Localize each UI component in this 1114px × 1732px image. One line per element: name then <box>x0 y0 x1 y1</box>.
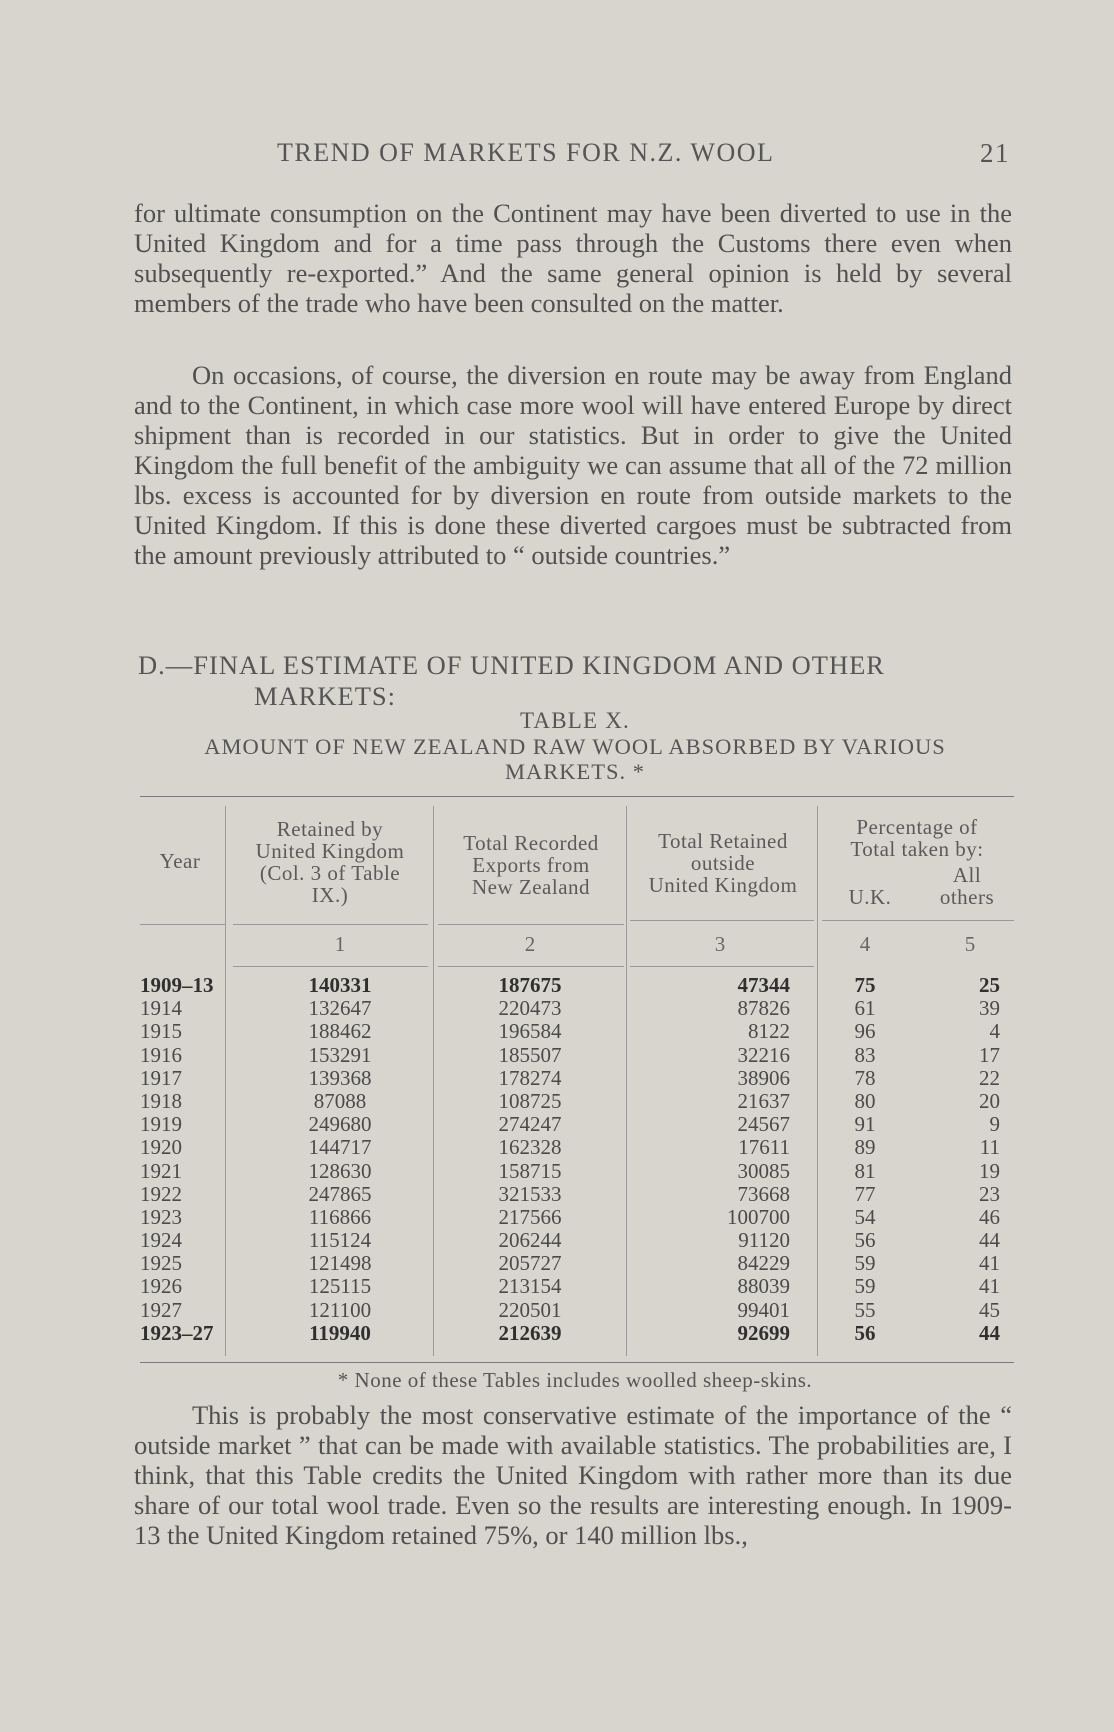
header-col1-line: United Kingdom <box>255 839 405 863</box>
total-exports-cell: 196584 <box>498 1019 562 1044</box>
table-row <box>140 974 1014 997</box>
header-rule <box>233 924 428 925</box>
retained-uk-cell: 153291 <box>308 1042 372 1067</box>
pct-others-cell: 9 <box>989 1112 1000 1137</box>
header-col45-line: Percentage of <box>856 815 978 839</box>
pct-others-cell: 45 <box>979 1297 1000 1322</box>
retained-uk-cell: 249680 <box>308 1112 372 1137</box>
table-row <box>140 1090 1014 1113</box>
header-col3-line: Total Retained <box>658 829 788 853</box>
table-row <box>140 1044 1014 1067</box>
header-rule <box>140 924 225 925</box>
total-exports-cell: 212639 <box>498 1320 562 1345</box>
year-cell: 1927 <box>140 1297 182 1322</box>
pct-others-cell: 44 <box>979 1320 1000 1345</box>
total-exports-cell: 220501 <box>498 1297 562 1322</box>
pct-others-cell: 19 <box>979 1158 1000 1183</box>
pct-uk-cell: 61 <box>854 996 876 1021</box>
table-row <box>140 1275 1014 1298</box>
total-exports-cell: 206244 <box>498 1228 562 1253</box>
table-caption <box>136 734 1014 784</box>
header-col45-line: Total taken by: <box>850 837 984 861</box>
running-title: TREND OF MARKETS FOR N.Z. WOOL <box>277 138 775 167</box>
retained-outside-cell: 88039 <box>737 1274 790 1299</box>
pct-others-cell: 22 <box>979 1065 1000 1090</box>
header-col4: U.K. <box>848 885 892 909</box>
header-col5-line: All <box>952 863 982 887</box>
total-exports-cell: 158715 <box>498 1158 562 1183</box>
retained-uk-cell: 139368 <box>308 1065 372 1090</box>
header-col1-line: (Col. 3 of Table <box>259 861 401 885</box>
header-year: Year <box>159 849 201 873</box>
year-cell: 1915 <box>140 1019 182 1044</box>
pct-others-cell: 17 <box>979 1042 1000 1067</box>
table-footnote: * None of these Tables includes woolled sheep-skins. <box>337 1368 813 1392</box>
total-exports-cell: 205727 <box>498 1251 562 1276</box>
header-col5-line: others <box>939 885 995 909</box>
pct-uk-cell: 55 <box>854 1297 876 1322</box>
retained-outside-cell: 24567 <box>737 1112 790 1137</box>
total-exports-cell: 321533 <box>498 1181 562 1206</box>
header-col5 <box>920 864 1014 908</box>
retained-outside-cell: 92699 <box>737 1320 790 1345</box>
table-row <box>140 1252 1014 1275</box>
table-row <box>140 1160 1014 1183</box>
pct-uk-cell: 81 <box>854 1158 876 1183</box>
year-cell: 1924 <box>140 1228 182 1253</box>
header-col2-line: Total Recorded <box>463 831 599 855</box>
retained-outside-cell: 47344 <box>737 973 790 997</box>
retained-outside-cell: 38906 <box>737 1065 790 1090</box>
pct-uk-cell: 96 <box>854 1019 876 1044</box>
retained-outside-cell: 21637 <box>737 1088 790 1113</box>
header-col1-line: Retained by <box>276 817 384 841</box>
body-paragraph-1: for ultimate consumption on the Continent may have been diverted to use in the United Kingdom and for a time pass through the Customs there even when subsequently re-exported.” And the same general opinion is held by several members of the trade who have been consulted on the matter. <box>134 198 1012 318</box>
header-col1 <box>230 818 430 906</box>
year-cell: 1926 <box>140 1274 182 1299</box>
pct-others-cell: 44 <box>979 1228 1000 1253</box>
column-number: 1 <box>334 932 346 956</box>
header-col2 <box>436 832 626 898</box>
retained-uk-cell: 128630 <box>308 1158 372 1183</box>
section-heading-line2: MARKETS: <box>254 681 396 711</box>
retained-uk-cell: 121498 <box>308 1251 372 1276</box>
section-heading <box>138 650 1012 712</box>
retained-outside-cell: 91120 <box>738 1228 790 1253</box>
retained-uk-cell: 116866 <box>308 1204 372 1229</box>
pct-others-cell: 20 <box>979 1088 1000 1113</box>
column-number: 5 <box>964 932 976 956</box>
year-cell: 1923–27 <box>140 1320 214 1345</box>
retained-uk-cell: 125115 <box>308 1274 372 1299</box>
retained-uk-cell: 119940 <box>309 1320 371 1345</box>
column-number: 2 <box>524 932 536 956</box>
total-exports-cell: 162328 <box>498 1135 562 1160</box>
pct-others-cell: 39 <box>979 996 1000 1021</box>
total-exports-cell: 108725 <box>498 1088 562 1113</box>
header-col1-line: IX.) <box>311 883 349 907</box>
header-rule <box>822 920 1014 921</box>
year-cell: 1925 <box>140 1251 182 1276</box>
pct-others-cell: 4 <box>989 1019 1000 1044</box>
table-row <box>140 1299 1014 1322</box>
pct-uk-cell: 83 <box>854 1042 876 1067</box>
year-cell: 1918 <box>140 1088 182 1113</box>
colnum-rule <box>233 966 428 967</box>
retained-outside-cell: 84229 <box>737 1251 790 1276</box>
header-rule <box>438 924 624 925</box>
table-row <box>140 1136 1014 1159</box>
retained-outside-cell: 8122 <box>748 1019 790 1044</box>
data-table <box>140 796 1014 1366</box>
retained-uk-cell: 121100 <box>308 1297 372 1322</box>
retained-uk-cell: 132647 <box>308 996 372 1021</box>
retained-uk-cell: 144717 <box>308 1135 372 1160</box>
pct-uk-cell: 77 <box>854 1181 876 1206</box>
pct-uk-cell: 59 <box>854 1251 876 1276</box>
table-bottom-rule <box>140 1362 1014 1363</box>
pct-uk-cell: 78 <box>854 1065 876 1090</box>
table-row <box>140 1183 1014 1206</box>
pct-others-cell: 11 <box>979 1135 1000 1160</box>
year-cell: 1916 <box>140 1042 182 1067</box>
table-row <box>140 1113 1014 1136</box>
header-col45 <box>820 816 1014 860</box>
page-number: 21 <box>980 138 1010 168</box>
year-cell: 1914 <box>140 996 182 1021</box>
header-col3 <box>628 830 818 896</box>
retained-uk-cell: 87088 <box>313 1088 367 1113</box>
table-caption-line2: MARKETS. * <box>504 759 645 784</box>
body-paragraph-2: On occasions, of course, the diversion en route may be away from England and to the Continent, in which case more wool will have entered Europe by direct shipment than is recorded in our statistics. But in order to give the United Kingdom the full benefit of the ambiguity we can assume that all of the 72 million lbs. excess is accounted for by diversion en route from outside markets to the United Kingdom. If this is done these diverted cargoes must be subtracted from the amount previously attributed to “ outside countries.” <box>134 360 1012 570</box>
pct-others-cell: 25 <box>979 973 1000 997</box>
year-cell: 1917 <box>140 1065 182 1090</box>
total-exports-cell: 178274 <box>498 1065 562 1090</box>
header-col2-line: New Zealand <box>471 875 591 899</box>
table-row <box>140 1229 1014 1252</box>
header-rule <box>630 920 814 921</box>
pct-uk-cell: 54 <box>854 1204 876 1229</box>
retained-uk-cell: 247865 <box>308 1181 372 1206</box>
pct-uk-cell: 75 <box>854 973 876 997</box>
pct-uk-cell: 91 <box>854 1112 876 1137</box>
header-col3-line: outside <box>690 851 756 875</box>
retained-outside-cell: 32216 <box>737 1042 790 1067</box>
retained-outside-cell: 99401 <box>737 1297 790 1322</box>
column-number: 4 <box>859 932 871 956</box>
total-exports-cell: 274247 <box>498 1112 562 1137</box>
pct-others-cell: 41 <box>979 1251 1000 1276</box>
total-exports-cell: 217566 <box>498 1204 562 1229</box>
retained-outside-cell: 87826 <box>737 996 790 1021</box>
year-cell: 1919 <box>140 1112 182 1137</box>
year-cell: 1920 <box>140 1135 182 1160</box>
table-row <box>140 1020 1014 1043</box>
year-cell: 1922 <box>140 1181 182 1206</box>
pct-others-cell: 41 <box>979 1274 1000 1299</box>
colnum-rule <box>630 966 814 967</box>
table-caption-line1: AMOUNT OF NEW ZEALAND RAW WOOL ABSORBED BY VARIOUS <box>204 734 946 759</box>
year-cell: 1923 <box>140 1204 182 1229</box>
pct-uk-cell: 80 <box>854 1088 876 1113</box>
section-heading-line1: D.—FINAL ESTIMATE OF UNITED KINGDOM AND OTHER <box>138 650 885 680</box>
pct-others-cell: 23 <box>979 1181 1000 1206</box>
year-cell: 1921 <box>140 1158 182 1183</box>
retained-outside-cell: 17611 <box>738 1135 790 1160</box>
retained-outside-cell: 73668 <box>737 1181 790 1206</box>
closing-paragraph: This is probably the most conservative estimate of the importance of the “ outside market ” that can be made with available statistics. The probabilities are, I think, that this Table credits the United Kingdom with rather more than its due share of our total wool trade. Even so the results are interesting enough. In 1909-13 the United Kingdom retained 75%, or 140 million lbs., <box>134 1400 1012 1550</box>
year-cell: 1909–13 <box>140 973 214 997</box>
table-body <box>140 974 1014 1345</box>
header-col3-line: United Kingdom <box>648 873 798 897</box>
retained-outside-cell: 30085 <box>737 1158 790 1183</box>
pct-uk-cell: 59 <box>854 1274 876 1299</box>
retained-outside-cell: 100700 <box>727 1204 790 1229</box>
pct-uk-cell: 89 <box>854 1135 876 1160</box>
total-exports-cell: 220473 <box>498 996 562 1021</box>
total-exports-cell: 213154 <box>498 1274 562 1299</box>
table-row <box>140 1067 1014 1090</box>
retained-uk-cell: 188462 <box>308 1019 372 1044</box>
total-exports-cell: 185507 <box>498 1042 562 1067</box>
total-exports-cell: 187675 <box>498 973 562 997</box>
header-col2-line: Exports from <box>472 853 590 877</box>
retained-uk-cell: 140331 <box>308 973 372 997</box>
table-row <box>140 1206 1014 1229</box>
table-row <box>140 1322 1014 1345</box>
table-label: TABLE X. <box>520 708 630 733</box>
pct-uk-cell: 56 <box>854 1320 876 1345</box>
colnum-rule <box>438 966 624 967</box>
pct-others-cell: 46 <box>979 1204 1000 1229</box>
table-row <box>140 997 1014 1020</box>
column-number: 3 <box>714 932 726 956</box>
pct-uk-cell: 56 <box>854 1228 876 1253</box>
retained-uk-cell: 115124 <box>308 1228 372 1253</box>
table-top-rule <box>140 796 1014 797</box>
